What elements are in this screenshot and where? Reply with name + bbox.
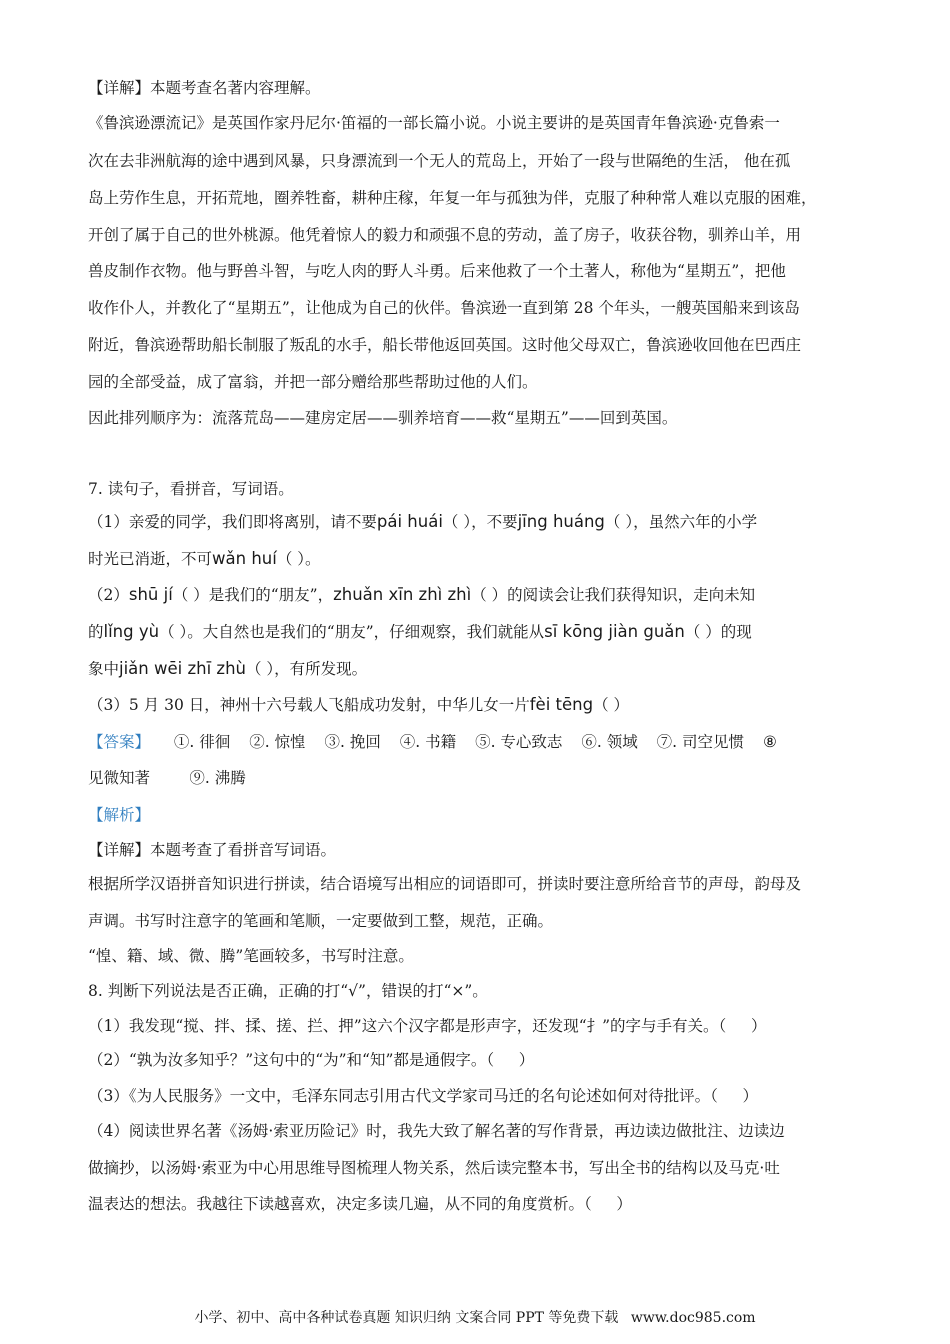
q8-item-4-cont: 做摘抄，以汤姆·索亚为中心用思维导图梳理人物关系，然后读完整本书，写出全书的结构以及马克·吐 [88, 1159, 780, 1177]
paragraph-line: “惶、籍、域、微、腾”笔画较多，书写时注意。 [88, 947, 414, 965]
footer-link[interactable]: www.doc985.com [630, 1310, 756, 1326]
q7-sentence-2-cont: 的lǐng yù（ ）。大自然也是我们的“朋友”，仔细观察，我们就能从sī kōng jiàn guǎn（ ）的现 [88, 622, 752, 641]
answer-item: ④. 书籍 [399, 733, 457, 751]
answer-label: 【答案】 [88, 733, 151, 751]
detail-heading: 【详解】本题考查了看拼音写词语。 [88, 841, 337, 859]
question-8-title: 8. 判断下列说法是否正确，正确的打“√”，错误的打“×”。 [88, 982, 488, 1000]
q7-sentence-2: （2）shū jí（ ）是我们的“朋友”，zhuǎn xīn zhì zhì（ ）的阅读会让我们获得知识，走向未知 [88, 585, 756, 604]
q8-item: （1）我发现“搅、拌、揉、搓、拦、押”这六个汉字都是形声字，还发现“扌”的字与手有关。（ ） [88, 1017, 767, 1035]
q7-sentence-3: （3）5 月 30 日，神州十六号载人飞船成功发射，中华儿女一片fèi tēng（ ） [88, 695, 630, 714]
answer-item: ①. 徘徊 [173, 733, 231, 751]
detail-heading: 【详解】本题考查名著内容理解。 [88, 79, 321, 97]
q7-answer [88, 732, 868, 752]
answer-item: ⑧ [762, 733, 777, 751]
q7-sentence-1: （1）亲爱的同学，我们即将离别，请不要pái huái（ ），不要jīng huáng（ ），虽然六年的小学 [88, 512, 758, 531]
paragraph-line: 岛上劳作生息，开拓荒地，圈养牲畜，耕种庄稼，年复一年与孤独为伴，克服了种种常人难以克服的困难， [88, 189, 817, 207]
footer-text: 小学、初中、高中各种试卷真题 知识归纳 文案合同 PPT 等免费下载 [194, 1310, 619, 1326]
answer-item: ②. 惊惶 [249, 733, 306, 751]
answer-item: ⑤. 专心致志 [475, 733, 563, 751]
q7-sentence-2-cont2: 象中jiǎn wēi zhī zhù（ ），有所发现。 [88, 659, 368, 678]
q8-item-4-cont: 温表达的想法。我越往下读越喜欢，决定多读几遍，从不同的角度赏析。（ ） [88, 1195, 632, 1213]
q8-item: （2）“孰为汝多知乎？”这句中的“为”和“知”都是通假字。（ ） [88, 1051, 535, 1069]
q8-item: （3）《为人民服务》一文中，毛泽东同志引用古代文学家司马迁的名句论述如何对待批评。（ ） [88, 1087, 758, 1105]
paragraph-line: 根据所学汉语拼音知识进行拼读，结合语境写出相应的词语即可，拼读时要注意所给音节的声母，韵母及 [88, 875, 802, 893]
answer-item: ③. 挽回 [324, 733, 381, 751]
question-7-title: 7. 读句子，看拼音，写词语。 [88, 480, 294, 498]
q7-answer-cont: 见微知著 ⑨. 沸腾 [88, 769, 246, 787]
answer-item: ⑥. 领域 [581, 733, 638, 751]
paragraph-line: 声调。书写时注意字的笔画和笔顺，一定要做到工整，规范，正确。 [88, 912, 554, 930]
page-footer [0, 1307, 950, 1327]
q8-item-4: （4）阅读世界名著《汤姆·索亚历险记》时，我先大致了解名著的写作背景，再边读边做批注、边读边 [88, 1122, 785, 1140]
paragraph-line: 次在去非洲航海的途中遇到风暴，只身漂流到一个无人的荒岛上，开始了一段与世隔绝的生活， 他在孤 [88, 152, 791, 170]
paragraph-line: 兽皮制作衣物。他与野兽斗智，与吃人肉的野人斗勇。后来他救了一个土著人，称他为“星期五”，把他 [88, 262, 786, 280]
paragraph-line: 园的全部受益，成了富翁，并把一部分赠给那些帮助过他的人们。 [88, 373, 538, 391]
paragraph-line: 《鲁滨逊漂流记》是英国作家丹尼尔·笛福的一部长篇小说。小说主要讲的是英国青年鲁滨逊·克鲁索一 [88, 114, 780, 132]
answer-item: ⑦. 司空见惯 [656, 733, 745, 751]
q7-sentence-1-cont: 时光已消逝，不可wǎn huí（ ）。 [88, 549, 321, 568]
conclusion-line: 因此排列顺序为：流落荒岛——建房定居——驯养培育——救“星期五”——回到英国。 [88, 409, 678, 427]
paragraph-line: 收作仆人，并教化了“星期五”，让他成为自己的伙伴。鲁滨逊一直到第 28 个年头，一艘英国船来到该岛 [88, 299, 800, 317]
analysis-label: 【解析】 [88, 806, 151, 824]
paragraph-line: 附近，鲁滨逊帮助船长制服了叛乱的水手，船长带他返回英国。这时他父母双亡，鲁滨逊收回他在巴西庄 [88, 336, 802, 354]
paragraph-line: 开创了属于自己的世外桃源。他凭着惊人的毅力和顽强不息的劳动，盖了房子，收获谷物，驯养山羊，用 [88, 226, 802, 244]
